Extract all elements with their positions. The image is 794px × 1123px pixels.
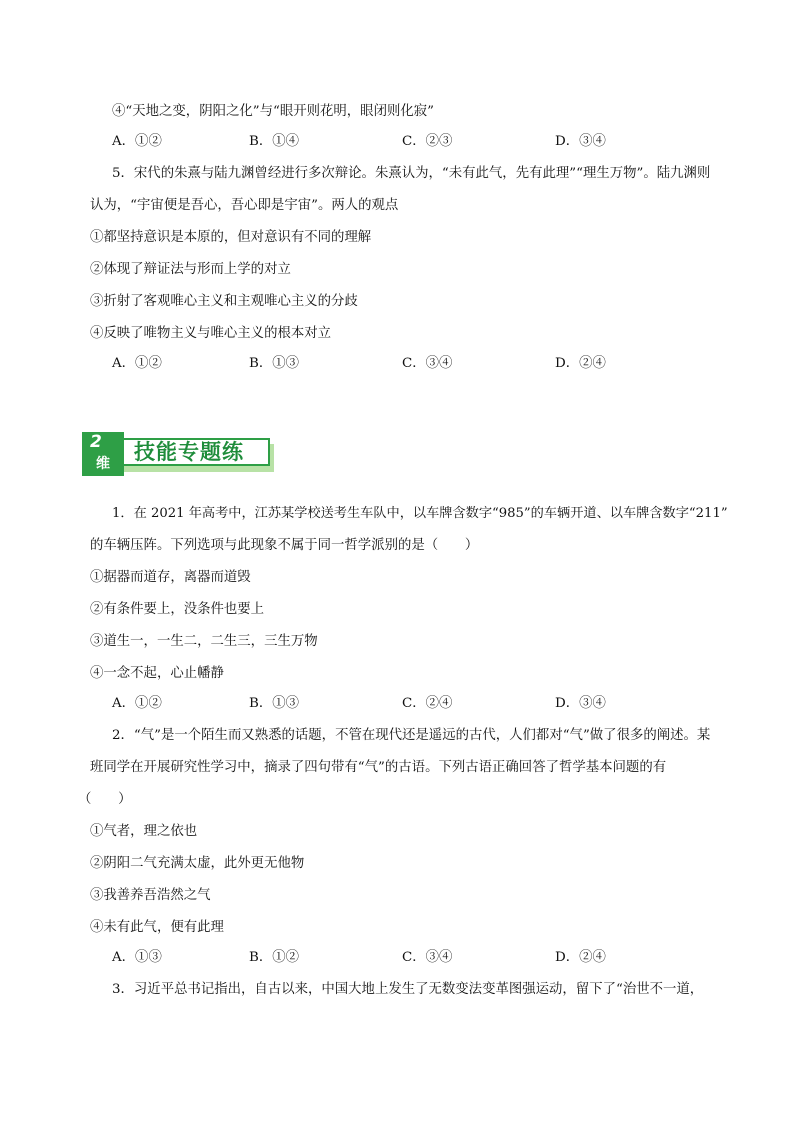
q5-item-2: ②体现了辩证法与形而上学的对立	[90, 262, 291, 277]
p2-q3-stem-line-1: 3．习近平总书记指出，自古以来，中国大地上发生了无数变法变革图强运动，留下了“治世不一道，	[112, 982, 704, 997]
q5-item-4: ④反映了唯物主义与唯心主义的根本对立	[90, 326, 332, 341]
p2-q2-options	[112, 948, 732, 968]
p2-q2-stem-line-1: 2．“气”是一个陌生而又熟悉的话题，不管在现代还是遥远的古代，人们都对“气”做了很多的阐述。某	[112, 728, 711, 743]
section-header	[82, 430, 280, 478]
p2-q2-stem-line-3: （ ）	[78, 792, 132, 807]
q5-stem-line-1: 5．宋代的朱熹与陆九渊曾经进行多次辩论。朱熹认为，“未有此气，先有此理”“理生万物”。陆九渊则	[112, 166, 711, 181]
q4-options	[112, 132, 732, 152]
q5-option-c: C．③④	[402, 356, 453, 371]
q5-option-b: B．①③	[249, 356, 300, 371]
section-badge-number: 2	[90, 432, 102, 452]
p2-q1-item-2: ②有条件要上，没条件也要上	[90, 602, 265, 617]
p2-q2-option-a: A．①③	[112, 950, 162, 965]
q5-options	[112, 354, 732, 374]
p2-q2-stem-line-2: 班同学在开展研究性学习中，摘录了四句带有“气”的古语。下列古语正确回答了哲学基本问题的有	[90, 760, 667, 775]
p2-q2-item-2: ②阴阳二气充满太虚，此外更无他物	[90, 856, 305, 871]
p2-q1-option-a: A．①②	[112, 696, 162, 711]
p2-q2-option-b: B．①②	[249, 950, 300, 965]
p2-q1-item-1: ①据器而道存，离器而道毁	[90, 570, 251, 585]
q5-option-a: A．①②	[112, 356, 162, 371]
p2-q2-item-4: ④未有此气，便有此理	[90, 920, 224, 935]
q5-option-d: D．②④	[555, 356, 606, 371]
section-badge-word: 维	[96, 456, 110, 472]
section-badge	[82, 432, 124, 476]
section-title: 技能专题练	[134, 440, 244, 464]
p2-q1-stem-line-2: 的车辆压阵。下列选项与此现象不属于同一哲学派别的是（ ）	[90, 538, 479, 553]
q4-option-a: A．①②	[112, 134, 162, 149]
p2-q1-option-c: C．②④	[402, 696, 453, 711]
q4-item-4: ④“天地之变，阴阳之化”与“眼开则花明，眼闭则化寂”	[112, 104, 434, 119]
q4-option-d: D．③④	[555, 134, 606, 149]
q5-item-1: ①都坚持意识是本原的，但对意识有不同的理解	[90, 230, 372, 245]
p2-q1-option-d: D．③④	[555, 696, 606, 711]
p2-q1-item-3: ③道生一，一生二，二生三，三生万物	[90, 634, 318, 649]
p2-q1-option-b: B．①③	[249, 696, 300, 711]
p2-q2-option-c: C．③④	[402, 950, 453, 965]
p2-q1-item-4: ④一念不起，心止幡静	[90, 666, 224, 681]
p2-q2-item-3: ③我善养吾浩然之气	[90, 888, 211, 903]
q4-option-c: C．②③	[402, 134, 453, 149]
p2-q1-stem-line-1: 1．在 2021 年高考中，江苏某学校送考生车队中，以车牌含数字“985”的车辆开道、以车牌含数字“211”	[112, 506, 728, 521]
p2-q2-item-1: ①气者，理之依也	[90, 824, 198, 839]
p2-q2-option-d: D．②④	[555, 950, 606, 965]
q5-stem-line-2: 认为，“宇宙便是吾心，吾心即是宇宙”。两人的观点	[90, 198, 399, 213]
p2-q1-options	[112, 694, 732, 714]
q5-item-3: ③折射了客观唯心主义和主观唯心主义的分歧	[90, 294, 358, 309]
q4-option-b: B．①④	[249, 134, 300, 149]
